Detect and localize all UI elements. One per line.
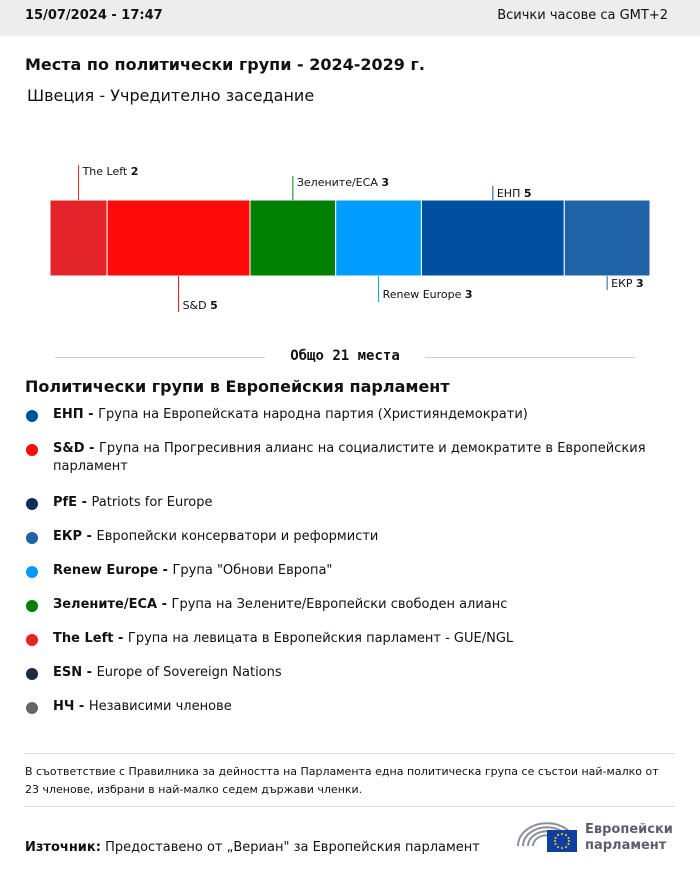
legend-abbr: НЧ - <box>53 699 89 714</box>
source-label: Източник: <box>25 840 101 855</box>
legend-item <box>25 562 673 580</box>
legend-item <box>25 630 673 648</box>
legend-item <box>25 406 673 424</box>
legend-abbr: PfE - <box>53 495 92 510</box>
european-parliament-logo <box>514 816 679 856</box>
logo-text <box>585 822 673 854</box>
bar-segment <box>250 200 336 276</box>
legend-description: Europe of Sovereign Nations <box>96 665 282 680</box>
chart-subtitle: Швеция - Учредително заседание <box>27 86 315 105</box>
legend-abbr: Renew Europe - <box>53 563 173 578</box>
eu-flag-hemicycle-icon <box>514 816 580 854</box>
legend-abbr: ЕНП - <box>53 407 99 422</box>
footnote: В съответствие с Правилника за дейността на Парламента една политическа група се състои най-малко от 23 членове, избрани в най-малко седем държави членки. <box>25 765 659 796</box>
timezone-note: Всички часове са GMT+2 <box>497 8 668 23</box>
bar-label: ЕКР 3 <box>611 277 644 290</box>
divider <box>25 753 675 754</box>
legend-color-dot-icon <box>26 634 38 646</box>
legend-abbr: The Left - <box>53 631 128 646</box>
legend-description: Независими членове <box>88 699 232 714</box>
bar-segment <box>336 200 422 276</box>
bar-segment <box>50 200 107 276</box>
legend-description: Европейски консерватори и реформисти <box>96 529 379 544</box>
legend-item <box>25 698 673 716</box>
chart-title: Места по политически групи - 2024-2029 г. <box>25 55 425 74</box>
timestamp: 15/07/2024 - 17:47 <box>25 8 163 23</box>
logo-line-2: парламент <box>585 838 667 853</box>
legend-description: Група на левицата в Европейския парламент - GUE/NGL <box>127 631 514 646</box>
legend-item <box>25 528 673 546</box>
legend-description: Група "Обнови Европа" <box>172 563 333 578</box>
source-line <box>25 840 480 855</box>
legend-item <box>25 664 673 682</box>
bar-label: ЕНП 5 <box>496 187 532 200</box>
legend-color-dot-icon <box>26 532 38 544</box>
bar-label: Зелените/ЕСА 3 <box>296 176 390 189</box>
legend-color-dot-icon <box>26 600 38 612</box>
seats-bar-chart <box>0 150 700 330</box>
legend-color-dot-icon <box>26 668 38 680</box>
legend-title: Политически групи в Европейския парламент <box>25 377 450 396</box>
bar-segment <box>421 200 564 276</box>
bar-segment <box>107 200 250 276</box>
legend-color-dot-icon <box>26 566 38 578</box>
source-text: Предоставено от „Вериан" за Европейския парламент <box>105 840 480 855</box>
total-row <box>55 346 635 368</box>
divider-line-right <box>425 357 635 358</box>
legend-description: Група на Зелените/Европейски свободен алианс <box>171 597 508 612</box>
header-bar <box>0 0 700 36</box>
legend-description: Група на Европейската народна партия (Християндемократи) <box>98 407 528 422</box>
bar-label: The Left 2 <box>82 165 139 178</box>
bar-label: Renew Europe 3 <box>382 288 473 301</box>
legend-color-dot-icon <box>26 410 38 422</box>
legend-color-dot-icon <box>26 702 38 714</box>
legend-item <box>25 440 673 476</box>
divider <box>25 806 675 807</box>
legend-abbr: ESN - <box>53 665 97 680</box>
legend-color-dot-icon <box>26 444 38 456</box>
legend-description: Група на Прогресивния алианс на социалистите и демократите в Европейския парламент <box>53 441 646 474</box>
logo-line-1: Европейски <box>585 822 673 837</box>
legend-abbr: ЕКР - <box>53 529 97 544</box>
legend-abbr: S&D - <box>53 441 99 456</box>
legend-color-dot-icon <box>26 498 38 510</box>
legend-abbr: Зелените/ЕСА - <box>53 597 172 612</box>
legend-item <box>25 494 673 512</box>
total-seats-label: Общо 21 места <box>290 348 400 364</box>
legend-item <box>25 596 673 614</box>
bar-segment <box>564 200 650 276</box>
legend-description: Patriots for Europe <box>91 495 213 510</box>
bar-label: S&D 5 <box>182 299 218 312</box>
